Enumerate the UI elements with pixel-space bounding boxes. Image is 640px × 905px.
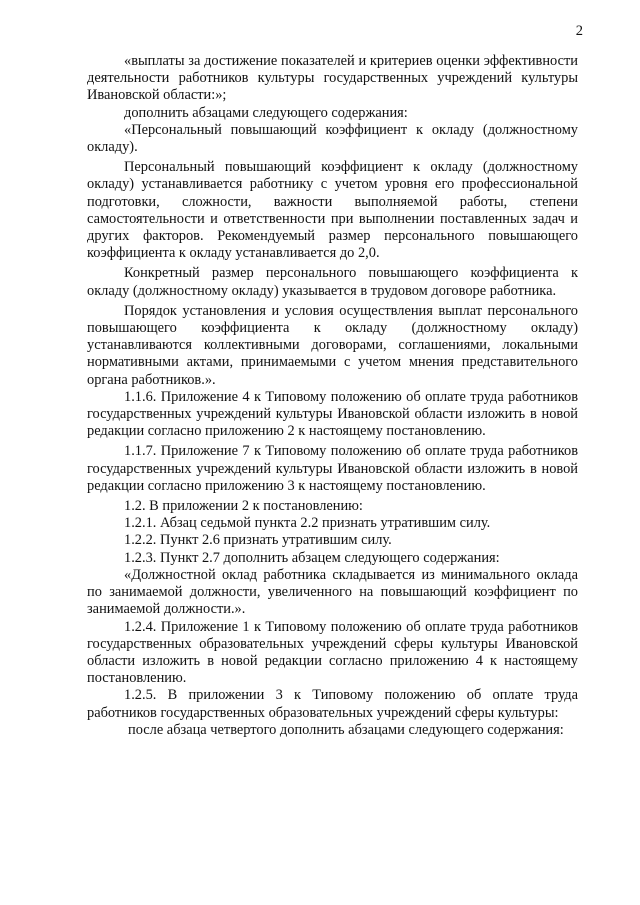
paragraph-1-1-6: 1.1.6. Приложение 4 к Типовому положению об оплате труда работников государственных учреждений культуры Ивановской области изложить в новой редакции согласно приложению 2 к настоящему постановлению. bbox=[87, 388, 578, 440]
paragraph-1-2-2: 1.2.2. Пункт 2.6 признать утратившим силу. bbox=[124, 532, 392, 549]
paragraph-1-2-3: 1.2.3. Пункт 2.7 дополнить абзацем следующего содержания: bbox=[124, 549, 500, 566]
paragraph-1-2-1: 1.2.1. Абзац седьмой пункта 2.2 признать утратившим силу. bbox=[124, 515, 491, 532]
paragraph-1-1-7: 1.1.7. Приложение 7 к Типовому положению об оплате труда работников государственных учреждений культуры Ивановской области изложить в новой редакции согласно приложению 3 к настоящему постановлению. bbox=[87, 443, 578, 494]
paragraph-1-2-5: 1.2.5. В приложении 3 к Типовому положению об оплате труда работников государственных образовательных учреждений сферы культуры: bbox=[87, 687, 578, 721]
paragraph-add-clauses: дополнить абзацами следующего содержания: bbox=[124, 104, 408, 121]
paragraph-after-fourth: после абзаца четвертого дополнить абзацами следующего содержания: bbox=[128, 721, 564, 738]
paragraph-coefficient-contract: Конкретный размер персонального повышающего коэффициента к окладу (должностному окладу) указывается в трудовом договоре работника. bbox=[87, 265, 578, 299]
paragraph-1-2-4: 1.2.4. Приложение 1 к Типовому положению об оплате труда работников государственных образовательных учреждений сферы культуры Ивановской области изложить в новой редакции согласно приложению 4 к настоящему постановлению. bbox=[87, 618, 578, 687]
paragraph-coefficient-description: Персональный повышающий коэффициент к окладу (должностному окладу) устанавливается работнику с учетом уровня его профессиональной подготовки, сложности, важности выполняемой работы, степени самостоятельности и ответственности при выполнении поставленных задач и других факторов. Рекомендуемый размер персонального повышающего коэффициента к окладу устанавливается до 2,0. bbox=[87, 159, 578, 262]
paragraph-coefficient-heading: «Персональный повышающий коэффициент к окладу (должностному окладу). bbox=[87, 121, 578, 156]
paragraph-1-2: 1.2. В приложении 2 к постановлению: bbox=[124, 498, 363, 515]
paragraph-payments-quote: «выплаты за достижение показателей и критериев оценки эффективности деятельности работников культуры государственных учреждений культуры Ивановской области:»; bbox=[87, 53, 578, 104]
document-body bbox=[87, 53, 578, 739]
page-number: 2 bbox=[575, 23, 583, 39]
paragraph-coefficient-procedure: Порядок установления и условия осуществления выплат персонального повышающего коэффициента к окладу (должностному окладу) устанавливаются коллективными договорами, соглашениями, локальными нормативными актами, принимаемыми с учетом мнения представительного органа работников.». bbox=[87, 302, 578, 388]
paragraph-salary-quote: «Должностной оклад работника складывается из минимального оклада по занимаемой должности, увеличенного на повышающий коэффициент по занимаемой должности.». bbox=[87, 566, 578, 618]
